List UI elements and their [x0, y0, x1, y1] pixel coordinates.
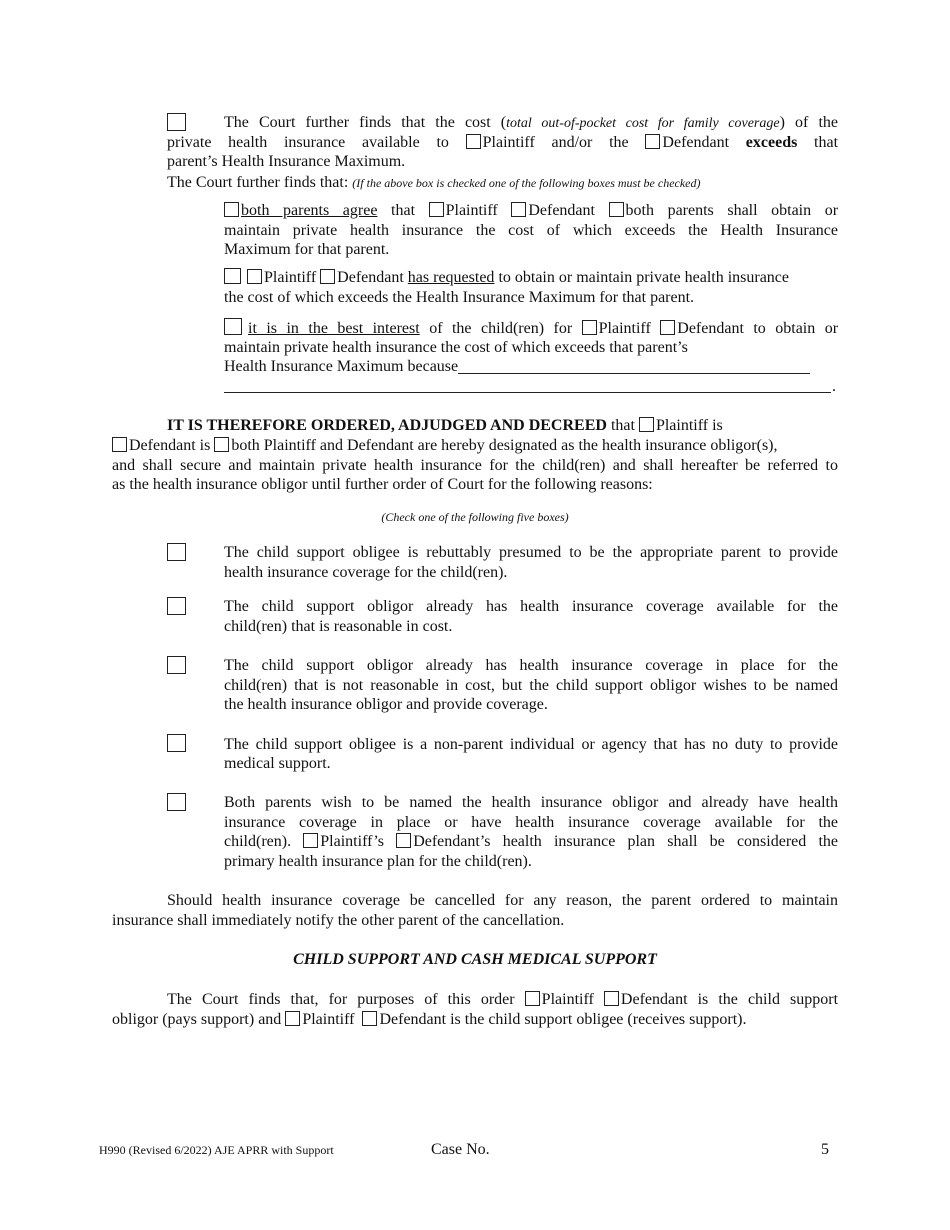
agree-defendant-checkbox[interactable]: [511, 202, 526, 217]
reason5-line3: child(ren). Plaintiff’s Defendant’s health insurance plan shall be considered the: [224, 833, 839, 850]
option-best-line1: it is in the best interest of the child(ren) for Plaintiff Defendant to obtain or: [224, 318, 838, 338]
obligor-both-checkbox[interactable]: [214, 437, 229, 452]
reason5-line4: primary health insurance plan for the child(ren).: [224, 853, 532, 870]
reason5-line2: insurance coverage in place or have health insurance coverage available for the: [224, 814, 838, 831]
reason2-checkbox[interactable]: [167, 597, 186, 615]
case-number-label: Case No.: [431, 1141, 490, 1158]
obligor-defendant-cs-checkbox[interactable]: [604, 991, 619, 1006]
cost-finding-line1: The Court further finds that the cost (total out-of-pocket cost for family coverage) of the: [224, 114, 838, 131]
agree-plaintiff-checkbox[interactable]: [429, 202, 444, 217]
ordered-line2: Defendant is both Plaintiff and Defendant are hereby designated as the health insurance obligor(s),: [112, 436, 778, 455]
plaintiff-checkbox[interactable]: [466, 134, 481, 149]
reason3-checkbox[interactable]: [167, 656, 186, 674]
option-agree-line1: both parents agree that Plaintiff Defendant both parents shall obtain or: [224, 201, 838, 220]
cancel-line2: insurance shall immediately notify the other parent of the cancellation.: [112, 912, 565, 929]
both-parents-agree-checkbox[interactable]: [224, 202, 239, 217]
reason1-line2: health insurance coverage for the child(ren).: [224, 564, 508, 581]
requested-plaintiff-checkbox[interactable]: [247, 269, 262, 284]
plan-defendant-checkbox[interactable]: [396, 833, 411, 848]
option-requested-line1: Plaintiff Defendant has requested to obtain or maintain private health insurance: [224, 268, 789, 287]
reason2-line2: child(ren) that is reasonable in cost.: [224, 618, 453, 635]
cost-finding-line3: parent’s Health Insurance Maximum.: [167, 153, 406, 170]
obligor-plaintiff-checkbox[interactable]: [639, 417, 654, 432]
obligor-defendant-checkbox[interactable]: [112, 437, 127, 452]
obligee-defendant-checkbox[interactable]: [362, 1011, 377, 1026]
reason5-line1: Both parents wish to be named the health insurance obligor and already have health: [224, 794, 838, 811]
ordered-line4: as the health insurance obligor until further order of Court for the following reasons:: [112, 476, 653, 493]
option-requested-line2: the cost of which exceeds the Health Insurance Maximum for that parent.: [224, 289, 695, 306]
best-plaintiff-checkbox[interactable]: [582, 320, 597, 335]
reason3-line3: the health insurance obligor and provide coverage.: [224, 696, 548, 713]
plan-plaintiff-checkbox[interactable]: [303, 833, 318, 848]
defendant-checkbox[interactable]: [645, 134, 660, 149]
best-interest-checkbox[interactable]: [224, 318, 242, 335]
reason-blank-line2[interactable]: [224, 392, 831, 393]
option-agree-line3: Maximum for that parent.: [224, 241, 390, 258]
section-heading: CHILD SUPPORT AND CASH MEDICAL SUPPORT: [293, 951, 657, 968]
option-best-line2: maintain private health insurance the cost of which exceeds that parent’s: [224, 339, 688, 356]
option-agree-line2: maintain private health insurance the cost of which exceeds the Health Insurance: [224, 222, 838, 239]
best-defendant-checkbox[interactable]: [660, 320, 675, 335]
cost-finding-line2: private health insurance available to Plaintiff and/or the Defendant exceeds that: [167, 134, 839, 151]
check-one-note: (Check one of the following five boxes): [381, 510, 569, 524]
obligor-plaintiff-cs-checkbox[interactable]: [525, 991, 540, 1006]
agree-both-checkbox[interactable]: [609, 202, 624, 217]
reason4-checkbox[interactable]: [167, 734, 186, 752]
cancel-line1: Should health insurance coverage be cancelled for any reason, the parent ordered to maintain: [167, 892, 838, 909]
reason3-line2: child(ren) that is not reasonable in cost, but the child support obligor wishes to be named: [224, 677, 838, 694]
reason1-checkbox[interactable]: [167, 543, 186, 561]
ordered-line1: IT IS THEREFORE ORDERED, ADJUDGED AND DECREED that Plaintiff is: [167, 417, 723, 434]
reason1-line1: The child support obligee is rebuttably presumed to be the appropriate parent to provide: [224, 544, 838, 561]
cost-exceeds-checkbox[interactable]: [167, 113, 186, 131]
further-finds: The Court further finds that: (If the above box is checked one of the following boxes must be checked): [167, 174, 701, 191]
reason5-checkbox[interactable]: [167, 793, 186, 811]
obligee-plaintiff-checkbox[interactable]: [285, 1011, 300, 1026]
period-mark: .: [832, 378, 836, 395]
child-support-line2: obligor (pays support) and Plaintiff Defendant is the child support obligee (receives support).: [112, 1011, 747, 1028]
ordered-line3: and shall secure and maintain private health insurance for the child(ren) and shall hereafter be referred to: [112, 457, 838, 474]
reason4-line1: The child support obligee is a non-parent individual or agency that has no duty to provide: [224, 736, 838, 753]
child-support-line1: The Court finds that, for purposes of this order Plaintiff Defendant is the child support: [167, 991, 839, 1008]
form-number: H990 (Revised 6/2022) AJE APRR with Support: [99, 1143, 334, 1157]
reason3-line1: The child support obligor already has health insurance coverage in place for the: [224, 657, 838, 674]
option-best-line3: Health Insurance Maximum because: [224, 357, 810, 376]
page-number: 5: [821, 1141, 829, 1158]
reason-blank-line[interactable]: [458, 373, 810, 374]
reason4-line2: medical support.: [224, 755, 331, 772]
reason2-line1: The child support obligor already has health insurance coverage available for the: [224, 598, 838, 615]
requested-defendant-checkbox[interactable]: [320, 269, 335, 284]
has-requested-checkbox[interactable]: [224, 268, 241, 284]
